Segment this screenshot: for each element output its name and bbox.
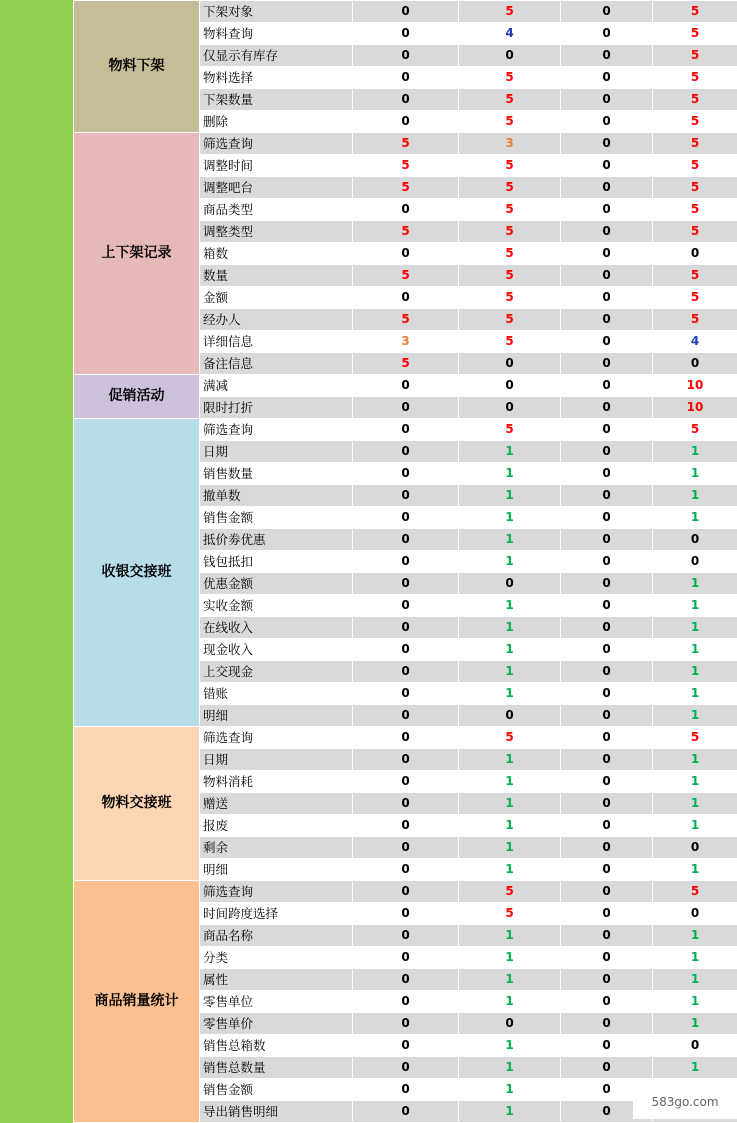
score-cell: 0: [459, 705, 561, 727]
score-cell: 1: [459, 551, 561, 573]
score-cell: 1: [459, 925, 561, 947]
score-cell: 1: [653, 705, 737, 727]
score-cell: 1: [653, 617, 737, 639]
score-cell: 0: [561, 23, 653, 45]
score-cell: 5: [653, 155, 737, 177]
feature-score-table: [73, 0, 737, 1123]
score-cell: 0: [353, 639, 459, 661]
score-cell: 0: [561, 441, 653, 463]
feature-label: 明细: [200, 705, 353, 727]
score-cell: 0: [561, 419, 653, 441]
feature-label: 赠送: [200, 793, 353, 815]
score-cell: 0: [561, 859, 653, 881]
score-cell: 0: [353, 903, 459, 925]
feature-label: 下架数量: [200, 89, 353, 111]
score-cell: 0: [353, 881, 459, 903]
feature-label: 属性: [200, 969, 353, 991]
feature-label: 报废: [200, 815, 353, 837]
score-cell: 10: [653, 375, 737, 397]
score-cell: 0: [353, 111, 459, 133]
table-row: [74, 133, 737, 155]
score-cell: 0: [561, 111, 653, 133]
feature-label: 在线收入: [200, 617, 353, 639]
score-cell: 0: [561, 331, 653, 353]
score-cell: 0: [561, 749, 653, 771]
score-cell: 0: [353, 991, 459, 1013]
score-cell: 0: [353, 1, 459, 23]
score-cell: 0: [561, 67, 653, 89]
score-cell: 4: [653, 331, 737, 353]
score-cell: 1: [459, 1057, 561, 1079]
score-cell: 5: [459, 111, 561, 133]
score-cell: 0: [561, 199, 653, 221]
score-cell: 1: [459, 793, 561, 815]
feature-label: 调整时间: [200, 155, 353, 177]
feature-label: 商品类型: [200, 199, 353, 221]
feature-label: 日期: [200, 749, 353, 771]
score-cell: 5: [459, 287, 561, 309]
score-cell: 10: [653, 397, 737, 419]
score-cell: 0: [353, 89, 459, 111]
table-row: [74, 881, 737, 903]
score-cell: 0: [561, 1035, 653, 1057]
score-cell: 0: [561, 617, 653, 639]
feature-label: 错账: [200, 683, 353, 705]
score-cell: 0: [353, 23, 459, 45]
score-cell: 0: [353, 1013, 459, 1035]
score-cell: 1: [653, 859, 737, 881]
score-cell: 1: [653, 661, 737, 683]
score-cell: 0: [561, 661, 653, 683]
score-cell: 0: [561, 1, 653, 23]
score-cell: 5: [353, 221, 459, 243]
score-cell: 1: [459, 661, 561, 683]
group-label: 上下架记录: [74, 133, 200, 375]
group-label: 商品销量统计: [74, 881, 200, 1123]
feature-label: 备注信息: [200, 353, 353, 375]
table-row: [74, 375, 737, 397]
score-cell: 0: [653, 551, 737, 573]
score-cell: 0: [561, 705, 653, 727]
score-cell: 5: [653, 727, 737, 749]
score-cell: 5: [459, 155, 561, 177]
group-label: 收银交接班: [74, 419, 200, 727]
score-cell: 1: [459, 1079, 561, 1101]
score-cell: 0: [353, 419, 459, 441]
score-cell: 1: [653, 1013, 737, 1035]
score-cell: 0: [561, 815, 653, 837]
feature-label: 抵价劵优惠: [200, 529, 353, 551]
score-cell: 5: [653, 309, 737, 331]
score-cell: 5: [459, 881, 561, 903]
score-cell: 0: [561, 397, 653, 419]
feature-label: 实收金额: [200, 595, 353, 617]
score-cell: 5: [459, 89, 561, 111]
score-cell: 0: [353, 529, 459, 551]
score-cell: 1: [653, 749, 737, 771]
table-row: [74, 1, 737, 23]
score-cell: 0: [353, 375, 459, 397]
score-cell: 5: [459, 1, 561, 23]
feature-label: 现金收入: [200, 639, 353, 661]
score-cell: 5: [459, 903, 561, 925]
score-cell: 0: [353, 837, 459, 859]
score-cell: 1: [459, 463, 561, 485]
score-cell: 5: [653, 89, 737, 111]
score-cell: 0: [561, 309, 653, 331]
score-cell: 0: [459, 45, 561, 67]
score-cell: 1: [653, 1057, 737, 1079]
score-cell: 1: [459, 947, 561, 969]
score-cell: 3: [353, 331, 459, 353]
score-cell: 0: [353, 705, 459, 727]
feature-label: 箱数: [200, 243, 353, 265]
score-cell: 0: [353, 771, 459, 793]
score-cell: 0: [561, 221, 653, 243]
feature-label: 删除: [200, 111, 353, 133]
score-cell: 5: [459, 199, 561, 221]
score-cell: 0: [653, 529, 737, 551]
score-cell: 0: [353, 485, 459, 507]
score-cell: 0: [353, 199, 459, 221]
feature-label: 满减: [200, 375, 353, 397]
score-cell: 0: [561, 947, 653, 969]
score-cell: 1: [459, 617, 561, 639]
score-cell: 1: [459, 1101, 561, 1123]
score-cell: 1: [653, 925, 737, 947]
feature-label: 钱包抵扣: [200, 551, 353, 573]
score-cell: 0: [353, 507, 459, 529]
score-cell: 0: [459, 573, 561, 595]
feature-label: 物料选择: [200, 67, 353, 89]
score-cell: 0: [561, 991, 653, 1013]
score-cell: 0: [561, 683, 653, 705]
score-cell: 5: [653, 881, 737, 903]
score-cell: 1: [459, 837, 561, 859]
feature-label: 销售总箱数: [200, 1035, 353, 1057]
score-cell: 5: [653, 1, 737, 23]
score-cell: 5: [353, 265, 459, 287]
score-cell: 0: [561, 89, 653, 111]
feature-label: 限时打折: [200, 397, 353, 419]
score-cell: 0: [353, 1035, 459, 1057]
score-cell: 5: [459, 331, 561, 353]
score-cell: 1: [459, 485, 561, 507]
feature-label: 筛选查询: [200, 419, 353, 441]
score-cell: 1: [653, 793, 737, 815]
score-cell: 1: [653, 815, 737, 837]
score-cell: 5: [653, 23, 737, 45]
feature-label: 销售金额: [200, 507, 353, 529]
feature-label: 分类: [200, 947, 353, 969]
score-cell: 1: [653, 463, 737, 485]
score-cell: 1: [653, 969, 737, 991]
score-cell: 0: [353, 551, 459, 573]
score-cell: 1: [459, 749, 561, 771]
score-cell: 1: [459, 639, 561, 661]
score-cell: 1: [459, 771, 561, 793]
score-cell: 1: [459, 595, 561, 617]
score-cell: 0: [459, 375, 561, 397]
score-cell: 0: [561, 551, 653, 573]
watermark: 583go.com: [633, 1085, 737, 1119]
score-cell: 1: [653, 639, 737, 661]
score-cell: 0: [561, 771, 653, 793]
score-cell: 0: [353, 661, 459, 683]
score-cell: 4: [459, 23, 561, 45]
score-cell: 0: [653, 243, 737, 265]
score-cell: 0: [561, 45, 653, 67]
feature-label: 详细信息: [200, 331, 353, 353]
score-cell: 0: [561, 265, 653, 287]
score-cell: 5: [653, 419, 737, 441]
score-cell: 0: [561, 375, 653, 397]
score-cell: 0: [561, 639, 653, 661]
feature-label: 上交现金: [200, 661, 353, 683]
score-cell: 1: [653, 991, 737, 1013]
score-cell: 0: [561, 925, 653, 947]
feature-label: 筛选查询: [200, 133, 353, 155]
score-cell: 5: [653, 67, 737, 89]
score-cell: 5: [459, 727, 561, 749]
score-cell: 0: [353, 287, 459, 309]
score-cell: 1: [459, 969, 561, 991]
score-cell: 3: [459, 133, 561, 155]
score-cell: 0: [353, 749, 459, 771]
score-cell: 5: [653, 45, 737, 67]
score-cell: 0: [353, 793, 459, 815]
score-cell: 0: [561, 727, 653, 749]
score-cell: 5: [459, 419, 561, 441]
score-cell: 0: [353, 595, 459, 617]
score-cell: 0: [353, 397, 459, 419]
score-cell: 0: [653, 903, 737, 925]
score-cell: 0: [353, 947, 459, 969]
score-cell: 0: [459, 397, 561, 419]
score-cell: 0: [561, 881, 653, 903]
score-cell: 5: [653, 133, 737, 155]
score-cell: 5: [459, 243, 561, 265]
score-cell: 0: [561, 1101, 653, 1123]
feature-label: 下架对象: [200, 1, 353, 23]
feature-label: 销售金额: [200, 1079, 353, 1101]
score-cell: 5: [653, 221, 737, 243]
feature-label: 金额: [200, 287, 353, 309]
score-cell: 1: [653, 595, 737, 617]
score-cell: 5: [353, 309, 459, 331]
table-row: [74, 727, 737, 749]
score-cell: 0: [653, 353, 737, 375]
score-cell: 5: [653, 111, 737, 133]
score-cell: 1: [653, 771, 737, 793]
score-cell: 1: [459, 507, 561, 529]
feature-label: 零售单价: [200, 1013, 353, 1035]
score-cell: 0: [561, 485, 653, 507]
score-cell: 1: [459, 815, 561, 837]
group-label: 物料交接班: [74, 727, 200, 881]
score-cell: 0: [561, 573, 653, 595]
score-cell: 5: [653, 265, 737, 287]
score-cell: 5: [353, 155, 459, 177]
score-cell: 5: [653, 199, 737, 221]
feature-label: 调整吧台: [200, 177, 353, 199]
green-side-column: [0, 0, 73, 1123]
score-cell: 0: [561, 793, 653, 815]
score-cell: 0: [561, 969, 653, 991]
score-cell: 5: [653, 287, 737, 309]
score-cell: 5: [459, 177, 561, 199]
group-label: 物料下架: [74, 1, 200, 133]
score-cell: 0: [561, 1079, 653, 1101]
feature-label: 物料查询: [200, 23, 353, 45]
score-cell: 1: [459, 441, 561, 463]
feature-label: 仅显示有库存: [200, 45, 353, 67]
score-cell: 0: [459, 1013, 561, 1035]
group-label: 促销活动: [74, 375, 200, 419]
feature-label: 物料消耗: [200, 771, 353, 793]
feature-label: 优惠金额: [200, 573, 353, 595]
feature-label: 筛选查询: [200, 881, 353, 903]
score-cell: 0: [653, 1035, 737, 1057]
feature-label: 经办人: [200, 309, 353, 331]
score-cell: 1: [459, 1035, 561, 1057]
score-cell: 0: [561, 1013, 653, 1035]
score-cell: 0: [561, 837, 653, 859]
score-cell: 0: [353, 67, 459, 89]
score-cell: 0: [561, 243, 653, 265]
score-cell: 1: [459, 991, 561, 1013]
score-cell: 0: [561, 353, 653, 375]
score-cell: 0: [353, 969, 459, 991]
score-cell: 0: [561, 155, 653, 177]
feature-label: 零售单位: [200, 991, 353, 1013]
score-cell: 0: [561, 177, 653, 199]
score-cell: 0: [561, 595, 653, 617]
feature-label: 商品名称: [200, 925, 353, 947]
feature-label: 销售总数量: [200, 1057, 353, 1079]
score-cell: 5: [653, 177, 737, 199]
score-cell: 0: [353, 617, 459, 639]
score-cell: 5: [353, 133, 459, 155]
score-cell: 0: [561, 133, 653, 155]
score-cell: 1: [653, 507, 737, 529]
feature-label: 导出销售明细: [200, 1101, 353, 1123]
score-cell: 0: [353, 815, 459, 837]
feature-label: 撤单数: [200, 485, 353, 507]
feature-label: 剩余: [200, 837, 353, 859]
score-cell: 0: [353, 925, 459, 947]
score-cell: 0: [561, 903, 653, 925]
feature-label: 数量: [200, 265, 353, 287]
score-cell: 0: [353, 1079, 459, 1101]
score-cell: 1: [459, 683, 561, 705]
score-cell: 0: [561, 463, 653, 485]
score-cell: 1: [653, 441, 737, 463]
score-cell: 5: [353, 353, 459, 375]
score-cell: 1: [653, 573, 737, 595]
score-cell: 1: [653, 947, 737, 969]
score-cell: 0: [353, 683, 459, 705]
feature-label: 销售数量: [200, 463, 353, 485]
score-cell: 0: [353, 243, 459, 265]
feature-label: 明细: [200, 859, 353, 881]
feature-label: 调整类型: [200, 221, 353, 243]
table-row: [74, 419, 737, 441]
score-cell: 5: [459, 67, 561, 89]
score-cell: 0: [561, 1057, 653, 1079]
score-cell: 0: [459, 353, 561, 375]
score-cell: 0: [353, 441, 459, 463]
score-cell: 5: [459, 221, 561, 243]
score-cell: 0: [561, 529, 653, 551]
score-cell: 0: [561, 507, 653, 529]
score-cell: 0: [561, 287, 653, 309]
feature-label: 筛选查询: [200, 727, 353, 749]
score-cell: 5: [353, 177, 459, 199]
score-cell: 0: [353, 45, 459, 67]
score-cell: 0: [653, 837, 737, 859]
score-cell: 0: [353, 573, 459, 595]
score-cell: 5: [459, 265, 561, 287]
score-cell: 5: [459, 309, 561, 331]
feature-label: 日期: [200, 441, 353, 463]
score-cell: 0: [353, 463, 459, 485]
score-cell: 1: [459, 529, 561, 551]
score-cell: 1: [459, 859, 561, 881]
score-cell: 1: [653, 485, 737, 507]
score-cell: 0: [353, 1101, 459, 1123]
score-cell: 0: [353, 727, 459, 749]
score-cell: 1: [653, 683, 737, 705]
feature-label: 时间跨度选择: [200, 903, 353, 925]
score-cell: 0: [353, 1057, 459, 1079]
score-cell: 0: [353, 859, 459, 881]
